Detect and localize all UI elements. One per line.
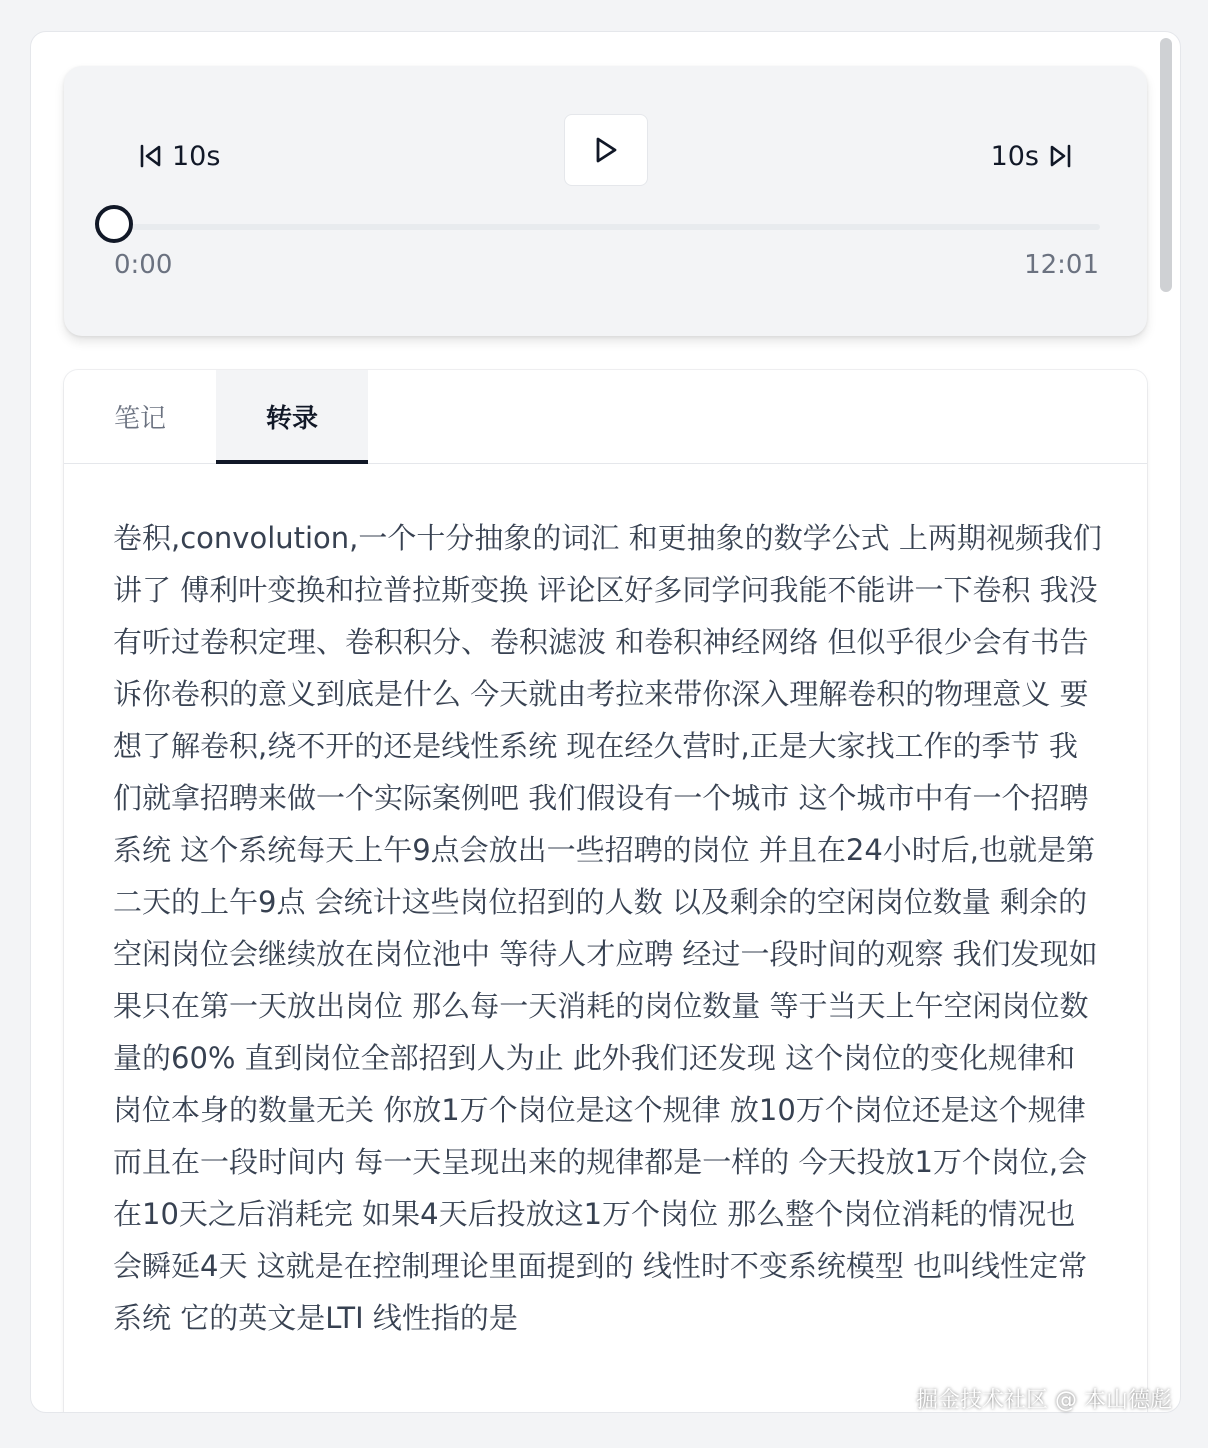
- app-frame: [30, 31, 1181, 1413]
- watermark: 掘金技术社区 @ 本山德彪: [916, 1388, 1172, 1413]
- tab-notes[interactable]: 笔记: [113, 404, 166, 434]
- duration: 12:01: [1024, 250, 1099, 280]
- content-panel: [64, 370, 1147, 1413]
- skip-back-icon: [138, 143, 164, 169]
- audio-player: [64, 66, 1147, 336]
- tab-bar: [64, 370, 1147, 464]
- transcript-text: 卷积,convolution,一个十分抽象的词汇 和更抽象的数学公式 上两期视频我们讲了 傅利叶变换和拉普拉斯变换 评论区好多同学问我能不能讲一下卷积 我没有听过卷积定理、卷积积分、卷积滤波 和卷积神经网络 但似乎很少会有书告诉你卷积的意义到底是什么 今天就由考拉来带你深入理解卷积的物理意义 要想了解卷积,绕不开的还是线性系统 现在经久营时,正是大家找工作的季节 我们就拿招聘来做一个实际案例吧 我们假设有一个城市 这个城市中有一个招聘系统 这个系统每天上午9点会放出一些招聘的岗位 并且在24小时后,也就是第二天的上午9点 会统计这些岗位招到的人数 以及剩余的空闲岗位数量 剩余的空闲岗位会继续放在岗位池中 等待人才应聘 经过一段时间的观察 我们发现如果只在第一天放出岗位 那么每一天消耗的岗位数量 等于当天上午空闲岗位数量的60% 直到岗位全部招到人为止 此外我们还发现 这个岗位的变化规律和岗位本身的数量无关 你放1万个岗位是这个规律 放10万个岗位还是这个规律 而且在一段时间内 每一天呈现出来的规律都是一样的 今天投放1万个岗位,会在10天之后消耗完 如果4天后投放这1万个岗位 那么整个岗位消耗的情况也会瞬延4天 这就是在控制理论里面提到的 线性时不变系统模型 也叫线性定常系统 它的英文是LTI 线性指的是: [113, 521, 1102, 1335]
- skip-forward-icon: [1047, 143, 1073, 169]
- forward-label: 10s: [990, 140, 1039, 172]
- tab-transcript[interactable]: 转录: [216, 370, 368, 463]
- progress-track[interactable]: [114, 224, 1100, 230]
- progress-thumb[interactable]: [95, 205, 133, 243]
- forward-10s-button[interactable]: [991, 136, 1073, 176]
- rewind-10s-button[interactable]: [138, 136, 220, 176]
- scrollbar[interactable]: [1160, 38, 1172, 292]
- play-button[interactable]: [564, 114, 648, 186]
- rewind-label: 10s: [172, 140, 221, 172]
- play-icon: [592, 135, 620, 165]
- current-time: 0:00: [114, 250, 173, 280]
